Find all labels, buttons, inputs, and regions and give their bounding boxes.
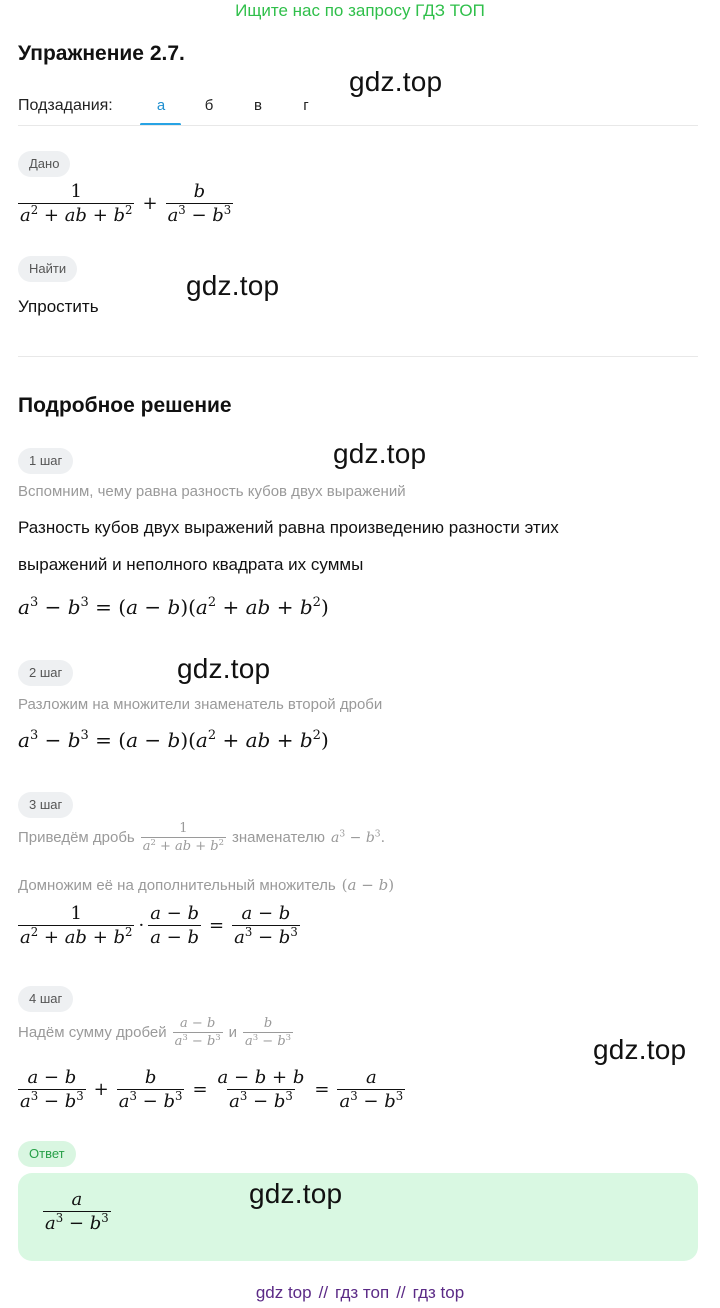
given-num2: b bbox=[193, 181, 206, 202]
step-3-hint-before: Приведём дробь bbox=[18, 829, 135, 847]
step-4-hint bbox=[18, 1016, 299, 1049]
exercise-title: Упражнение 2.7. bbox=[18, 42, 185, 65]
step-4-formula bbox=[18, 1067, 405, 1112]
step-4-hint-and: и bbox=[228, 1024, 238, 1042]
s4-hf2-den: $a^3 - b^3$ bbox=[245, 1031, 292, 1049]
find-text: Упростить bbox=[18, 297, 99, 316]
s4-n2: b bbox=[144, 1067, 157, 1088]
s4-d3: $a^3 - b^3$ bbox=[229, 1088, 293, 1112]
given-den1: $a^2$ + ab + $b^2$ bbox=[20, 202, 133, 226]
s4-eq2: = bbox=[314, 1079, 330, 1101]
s4-d4: $a^3 - b^3$ bbox=[339, 1088, 404, 1112]
s4-n4: a bbox=[365, 1067, 377, 1088]
given-den2: $a^3 - b^3$ bbox=[167, 202, 232, 226]
step-4-hint-fraction-2 bbox=[243, 1016, 293, 1049]
s4-n3: a − b + b bbox=[217, 1067, 305, 1088]
s3-dot: · bbox=[138, 915, 145, 937]
s4-n1: a − b bbox=[27, 1067, 77, 1088]
tab-v[interactable]: в bbox=[254, 97, 262, 114]
step-3-hint-fraction bbox=[141, 821, 226, 854]
s4-hf1-den: $a^3 - b^3$ bbox=[174, 1031, 221, 1049]
answer-box bbox=[18, 1173, 698, 1261]
s3-d1: $a^2$ + ab + $b^2$ bbox=[20, 924, 133, 948]
footer-links bbox=[0, 1283, 720, 1303]
footer-link-1[interactable]: gdz top bbox=[255, 1283, 312, 1302]
step-3-hint-target: $a^3 - b^3$. bbox=[331, 829, 386, 846]
given-num1: 1 bbox=[70, 181, 82, 202]
s3-n3: a − b bbox=[241, 903, 291, 924]
step-1-badge: 1 шаг bbox=[18, 448, 73, 474]
s3-d3: $a^3 - b^3$ bbox=[234, 924, 298, 948]
s3-d2: a − b bbox=[150, 926, 199, 948]
subtasks-label: Подзадания: bbox=[18, 97, 113, 114]
find-badge: Найти bbox=[18, 256, 77, 282]
tab-b[interactable]: б bbox=[204, 97, 214, 114]
s3-n1: 1 bbox=[70, 903, 82, 924]
step-3-hint bbox=[18, 821, 385, 854]
step-2-hint: Разложим на множители знаменатель второй дроби bbox=[18, 696, 383, 713]
given-op: + bbox=[142, 193, 158, 215]
s4-hf2-num: b bbox=[263, 1016, 273, 1031]
solution-title: Подробное решение bbox=[18, 394, 232, 417]
given-badge: Дано bbox=[18, 151, 70, 177]
step-3-hint2-factor: (a − b) bbox=[341, 876, 395, 894]
divider bbox=[18, 356, 698, 357]
step-1-formula: $a^3 - b^3 = (a - b)(a^2$ + ab + $b^2$) bbox=[18, 595, 329, 619]
step-1-text-line1: Разность кубов двух выражений равна произведению разности этих bbox=[18, 518, 559, 537]
s4-d2: $a^3 - b^3$ bbox=[118, 1088, 183, 1112]
divider bbox=[18, 125, 698, 126]
watermark: gdz.top bbox=[177, 653, 271, 684]
footer-link-3[interactable]: гдз top bbox=[412, 1283, 465, 1302]
watermark: gdz.top bbox=[186, 270, 280, 301]
answer-den: $a^3 - b^3$ bbox=[45, 1210, 109, 1234]
footer-sep: // bbox=[396, 1283, 406, 1302]
step-4-hint-fraction-1 bbox=[173, 1016, 223, 1049]
footer-sep: // bbox=[318, 1283, 329, 1302]
step-3-hint2-text: Домножим её на дополнительный множитель bbox=[18, 876, 336, 894]
step-3-hint-after: знаменателю bbox=[232, 829, 326, 847]
s3-n2: a − b bbox=[150, 903, 199, 924]
step-3-hint2 bbox=[18, 876, 394, 894]
s4-plus: + bbox=[93, 1079, 109, 1101]
step-3-hint-frac-num: 1 bbox=[179, 821, 188, 836]
step-3-hint-frac-den: $a^2$ + ab + $b^2$ bbox=[142, 836, 224, 854]
s4-eq1: = bbox=[192, 1079, 208, 1101]
answer-num: a bbox=[71, 1189, 83, 1210]
step-1-hint: Вспомним, чему равна разность кубов двух выражений bbox=[18, 483, 406, 500]
search-banner: Ищите нас по запросу ГДЗ ТОП bbox=[235, 1, 485, 20]
given-expression bbox=[18, 181, 233, 226]
tab-g[interactable]: г bbox=[303, 97, 309, 114]
answer-badge: Ответ bbox=[18, 1141, 76, 1167]
answer-formula bbox=[43, 1189, 111, 1234]
watermark: gdz.top bbox=[333, 438, 427, 469]
footer-link-2[interactable]: гдз топ bbox=[335, 1283, 390, 1302]
s4-hf1-num: a − b bbox=[180, 1016, 216, 1031]
step-3-badge: 3 шаг bbox=[18, 792, 73, 818]
step-2-badge: 2 шаг bbox=[18, 660, 73, 686]
s4-d1: $a^3 - b^3$ bbox=[20, 1088, 84, 1112]
step-4-hint-before: Надём сумму дробей bbox=[18, 1024, 167, 1042]
step-3-formula bbox=[18, 903, 300, 948]
watermark: gdz.top bbox=[593, 1034, 687, 1065]
watermark: gdz.top bbox=[349, 66, 443, 97]
step-4-badge: 4 шаг bbox=[18, 986, 73, 1012]
s3-eq: = bbox=[209, 915, 225, 937]
step-1-text-line2: выражений и неполного квадрата их суммы bbox=[18, 555, 364, 574]
tab-a[interactable]: а bbox=[156, 97, 166, 114]
watermark: gdz.top bbox=[249, 1178, 343, 1209]
step-2-formula: $a^3 - b^3 = (a - b)(a^2$ + ab + $b^2$) bbox=[18, 728, 329, 752]
